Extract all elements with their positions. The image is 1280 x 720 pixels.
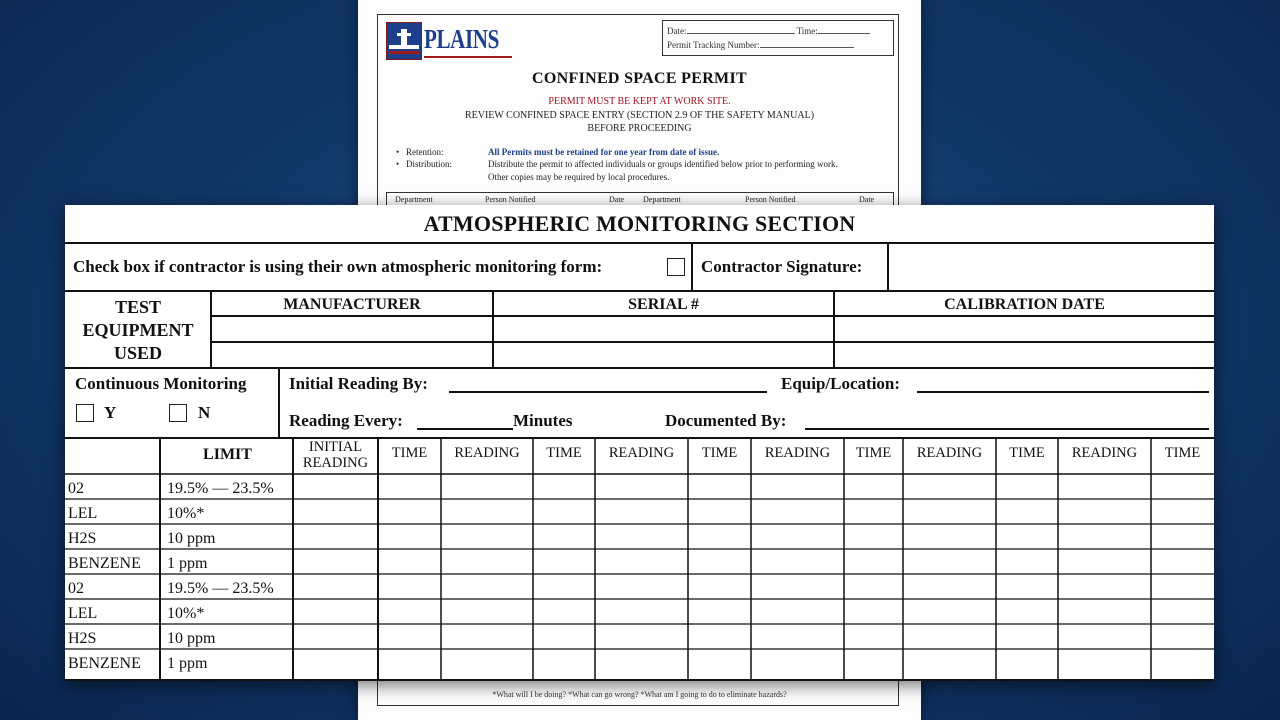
contractor-signature-label: Contractor Signature: — [701, 257, 863, 276]
distribution-text: Distribute the permit to affected individuals or groups identified below prior to performing work. — [488, 159, 838, 169]
time-header-1: TIME — [391, 445, 428, 461]
limit-header: LIMIT — [203, 446, 252, 463]
gas-label: H2S — [68, 530, 97, 547]
manufacturer-field-2[interactable] — [213, 343, 491, 366]
time-header-6: TIME — [1164, 445, 1201, 461]
permit-page: PLAINS Date: Time: Permit Tracking Number: CONFINED SPACE PERMIT PERMIT MUST BE KEPT AT WORK SITE. REVIEW CONFINED SPACE ENTRY (SECTION 2.9 OF THE SAFETY MANUAL) BEFORE PROCEEDING • Retention: All Permits must be retained for one year from date of issue. • Distribution: Distribute the permit to affected individuals or groups identified below prior to performing work. Other copies may be required by local procedures. Department Person Notified Date Department Person Notified Date *What will I be doing? *What can go wrong? *What am I going to do to eliminate hazards? — [358, 0, 921, 720]
retention-text: All Permits must be retained for one year from date of issue. — [488, 147, 720, 157]
continuous-no-label: N — [198, 403, 211, 422]
limit-value: 1 ppm — [167, 555, 208, 572]
distribution-label: Distribution: — [406, 159, 453, 169]
limit-value: 10 ppm — [167, 530, 216, 547]
readings-grid-lines — [65, 437, 1214, 681]
initial-reading-by-label: Initial Reading By: — [289, 374, 428, 393]
minutes-label: Minutes — [513, 411, 573, 430]
calibration-field-2[interactable] — [836, 343, 1213, 366]
manufacturer-header: MANUFACTURER — [283, 296, 421, 313]
table-header-department-2: Department — [643, 195, 681, 204]
continuous-yes-label: Y — [104, 403, 117, 422]
limit-value: 10%* — [167, 605, 205, 622]
notification-table-header — [386, 192, 894, 205]
date-time-box — [662, 20, 894, 56]
time-header-4: TIME — [855, 445, 892, 461]
table-header-department: Department — [395, 195, 433, 204]
table-header-person: Person Notified — [485, 195, 536, 204]
time-header-5: TIME — [1009, 445, 1045, 461]
table-header-date: Date — [609, 195, 625, 204]
table-header-person-2: Person Notified — [745, 195, 796, 204]
reading-header-4: READING — [916, 445, 983, 461]
contractor-form-label: Check box if contractor is using their own atmospheric monitoring form: — [73, 257, 603, 276]
test-equipment-line-3: USED — [113, 343, 162, 363]
limit-value: 19.5% — 23.5% — [167, 580, 274, 597]
reading-header-1: READING — [454, 445, 520, 461]
test-equipment-line-1: TEST — [114, 297, 162, 317]
serial-field-1[interactable] — [495, 317, 832, 340]
limit-value: 19.5% — 23.5% — [167, 480, 274, 497]
permit-review-text: REVIEW CONFINED SPACE ENTRY (SECTION 2.9 OF THE SAFETY MANUAL) — [464, 110, 815, 121]
gas-label: LEL — [68, 505, 98, 522]
test-equipment-line-2: EQUIPMENT — [82, 320, 194, 340]
rule-v-contractor-2 — [887, 244, 889, 290]
calibration-date-header: CALIBRATION DATE — [944, 296, 1105, 313]
test-equipment-label — [65, 296, 211, 365]
documented-by-label: Documented By: — [665, 411, 787, 430]
gas-label: 02 — [68, 480, 84, 497]
atmospheric-monitoring-section — [65, 205, 1214, 681]
contractor-signature-field[interactable] — [891, 245, 1211, 289]
rule-v-contractor-1 — [691, 244, 693, 290]
time-label: Time: — [796, 26, 818, 36]
logo-text: PLAINS — [424, 24, 499, 54]
rule-title — [65, 242, 1214, 244]
section-title: ATMOSPHERIC MONITORING SECTION — [423, 211, 856, 236]
initial-reading-by-field[interactable] — [449, 391, 767, 393]
permit-tracking-label: Permit Tracking Number: — [667, 40, 760, 50]
serial-field-2[interactable] — [495, 343, 832, 366]
distribution-text-2: Other copies may be required by local procedures. — [488, 172, 670, 182]
continuous-yes-checkbox[interactable] — [76, 404, 94, 422]
table-header-date-2: Date — [859, 195, 875, 204]
logo-rule — [424, 56, 512, 58]
initial-reading-header-line-2: READING — [302, 455, 369, 471]
time-header-2: TIME — [546, 445, 582, 461]
reading-header-2: READING — [608, 445, 675, 461]
calibration-field-1[interactable] — [836, 317, 1213, 340]
manufacturer-field-1[interactable] — [213, 317, 491, 340]
limit-value: 1 ppm — [167, 655, 208, 672]
hazard-questions: *What will I be doing? *What can go wrong? *What am I going to do to eliminate hazards? — [492, 690, 787, 699]
continuous-monitoring-label: Continuous Monitoring — [75, 374, 247, 393]
retention-label: Retention: — [406, 147, 444, 157]
gas-label: BENZENE — [68, 555, 141, 572]
date-label: Date: — [667, 26, 687, 36]
equip-location-label: Equip/Location: — [781, 374, 901, 393]
reading-header-5: READING — [1071, 445, 1138, 461]
contractor-form-checkbox[interactable] — [667, 258, 685, 276]
continuous-no-checkbox[interactable] — [169, 404, 187, 422]
initial-reading-header — [293, 439, 378, 471]
logo-emblem-icon — [386, 22, 422, 60]
gas-label: LEL — [68, 605, 98, 622]
gas-label: 02 — [68, 580, 84, 597]
limit-value: 10%* — [167, 505, 205, 522]
rule-contractor — [65, 290, 1214, 292]
gas-label: H2S — [68, 630, 97, 647]
permit-title: CONFINED SPACE PERMIT — [532, 70, 747, 87]
limit-value: 10 ppm — [167, 630, 216, 647]
permit-notice: PERMIT MUST BE KEPT AT WORK SITE. — [548, 96, 731, 107]
reading-every-label: Reading Every: — [289, 411, 403, 430]
documented-by-field[interactable] — [805, 428, 1209, 430]
initial-reading-header-line-1: INITIAL — [308, 439, 363, 455]
plains-logo — [386, 22, 499, 62]
time-header-3: TIME — [701, 445, 738, 461]
reading-header-3: READING — [764, 445, 831, 461]
rule-equipment — [65, 367, 1214, 369]
gas-label: BENZENE — [68, 655, 141, 672]
equip-location-field[interactable] — [917, 391, 1209, 393]
serial-header: SERIAL # — [628, 296, 699, 313]
reading-every-field[interactable] — [417, 428, 513, 430]
rule-v-monitoring — [278, 369, 280, 437]
permit-before-text: BEFORE PROCEEDING — [587, 123, 692, 134]
